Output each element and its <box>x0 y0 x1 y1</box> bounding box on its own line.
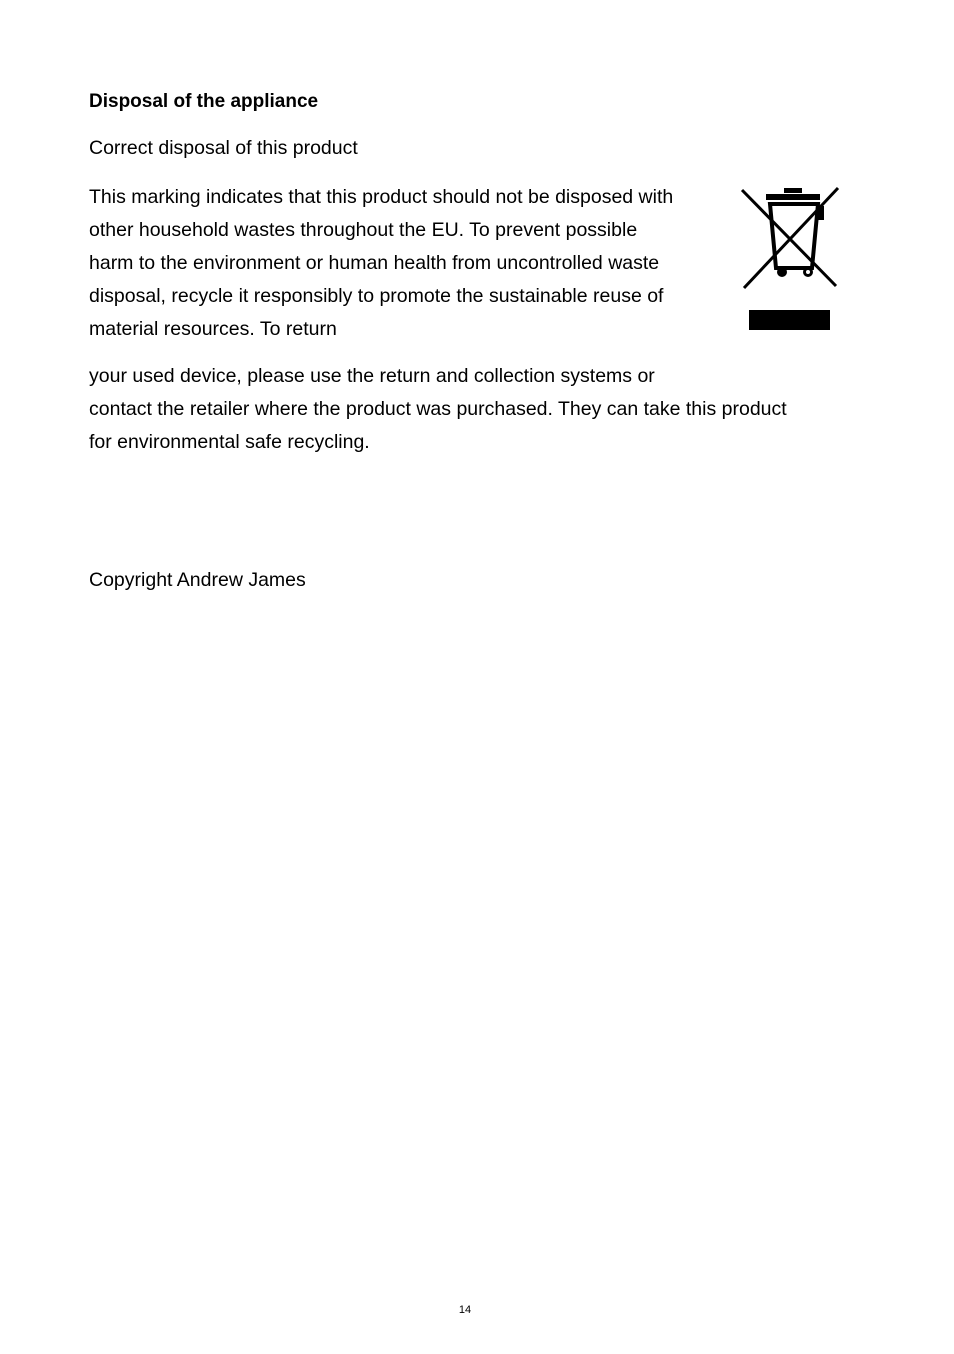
paragraph-line: harm to the environment or human health from uncontrolled waste <box>89 252 660 274</box>
paragraph-line: This marking indicates that this product should not be disposed with <box>89 186 674 208</box>
crossed-out-wheelie-bin-icon <box>732 168 852 344</box>
disposal-paragraph <box>89 181 673 346</box>
section-heading: Disposal of the appliance <box>89 91 319 112</box>
paragraph-line: material resources. To return <box>89 318 337 340</box>
copyright-notice: Copyright Andrew James <box>89 569 306 591</box>
page-number: 14 <box>458 1304 472 1316</box>
paragraph-line: for environmental safe recycling. <box>89 431 370 453</box>
paragraph-line: contact the retailer where the product was purchased. They can take this product <box>89 398 787 420</box>
paragraph-line: other household wastes throughout the EU. To prevent possible <box>89 219 638 241</box>
paragraph-line: your used device, please use the return and collection systems or <box>89 365 655 387</box>
paragraph-line: disposal, recycle it responsibly to promote the sustainable reuse of <box>89 285 664 307</box>
return-paragraph <box>89 360 787 459</box>
subheading: Correct disposal of this product <box>89 137 358 159</box>
